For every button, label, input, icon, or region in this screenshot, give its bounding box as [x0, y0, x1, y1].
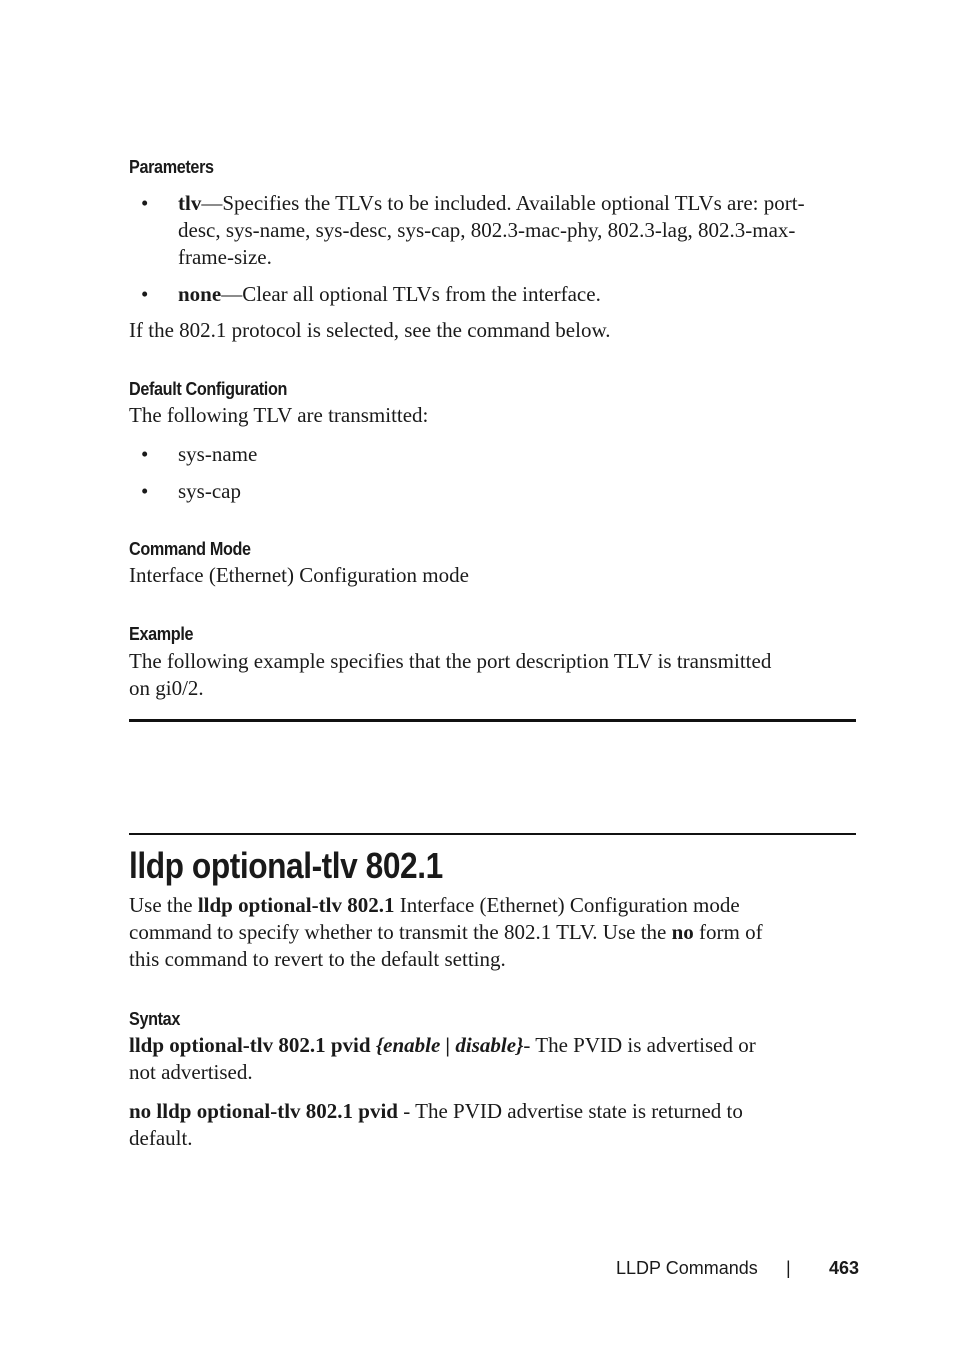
example-line2: on gi0/2.: [129, 676, 204, 700]
syntax-no-command: no lldp optional-tlv 802.1 pvid: [129, 1099, 398, 1123]
syntax-desc-line2: not advertised.: [129, 1060, 253, 1084]
bullet-marker: •: [141, 282, 149, 306]
desc-tlv-line2: desc, sys-name, sys-desc, sys-cap, 802.3-mac-phy, 802.3-lag, 802.3-max-: [178, 218, 796, 242]
intro-line3: this command to revert to the default setting.: [129, 947, 506, 971]
syntax-command: lldp optional-tlv 802.1 pvid: [129, 1033, 371, 1057]
desc-none: —Clear all optional TLVs from the interface.: [221, 282, 601, 306]
syntax-heading: Syntax: [129, 1009, 180, 1029]
intro-line2-end: form of: [693, 920, 763, 944]
syntax-line-1: [129, 1032, 857, 1086]
intro-text-cont: Interface (Ethernet) Configuration mode: [394, 893, 740, 917]
example-line1: The following example specifies that the port description TLV is transmitted: [129, 649, 772, 673]
section-start-rule: [129, 833, 856, 835]
term-tlv: tlv: [178, 191, 202, 215]
intro-line2: command to specify whether to transmit the 802.1 TLV. Use the: [129, 920, 672, 944]
footer-separator: |: [786, 1258, 791, 1278]
desc-tlv-line3: frame-size.: [178, 245, 272, 269]
default-config-intro: The following TLV are transmitted:: [129, 403, 429, 427]
example-text: [129, 648, 857, 702]
list-item-none: [178, 281, 858, 308]
section-title: lldp optional-tlv 802.1: [129, 845, 443, 886]
intro-command: lldp optional-tlv 802.1: [197, 893, 395, 917]
example-heading: Example: [129, 624, 194, 644]
intro-text: Use the: [129, 893, 198, 917]
section-intro: [129, 892, 857, 973]
syntax-no-desc: - The PVID advertise state is returned to: [398, 1099, 743, 1123]
list-item-sys-cap: sys-cap: [178, 479, 241, 503]
syntax-desc: - The PVID is advertised or: [523, 1033, 756, 1057]
section-end-rule: [129, 719, 856, 722]
intro-no-keyword: no: [671, 920, 694, 944]
command-mode-text: Interface (Ethernet) Configuration mode: [129, 563, 469, 587]
term-none: none: [178, 282, 222, 306]
footer-chapter: LLDP Commands: [616, 1258, 758, 1278]
syntax-line-2: [129, 1098, 857, 1152]
command-mode-heading: Command Mode: [129, 539, 251, 559]
list-item-tlv: [178, 190, 858, 271]
list-item-sys-name: sys-name: [178, 442, 258, 466]
default-config-heading: Default Configuration: [129, 379, 288, 399]
syntax-args: {enable | disable}: [375, 1033, 524, 1057]
parameters-heading: Parameters: [129, 157, 214, 177]
bullet-marker: •: [141, 191, 149, 215]
footer-page-number: 463: [829, 1258, 860, 1278]
desc-tlv: —Specifies the TLVs to be included. Available optional TLVs are: port-: [201, 191, 805, 215]
bullet-marker: •: [141, 479, 149, 503]
bullet-marker: •: [141, 442, 149, 466]
parameters-note: If the 802.1 protocol is selected, see the command below.: [129, 318, 611, 342]
syntax-no-desc-line2: default.: [129, 1126, 193, 1150]
